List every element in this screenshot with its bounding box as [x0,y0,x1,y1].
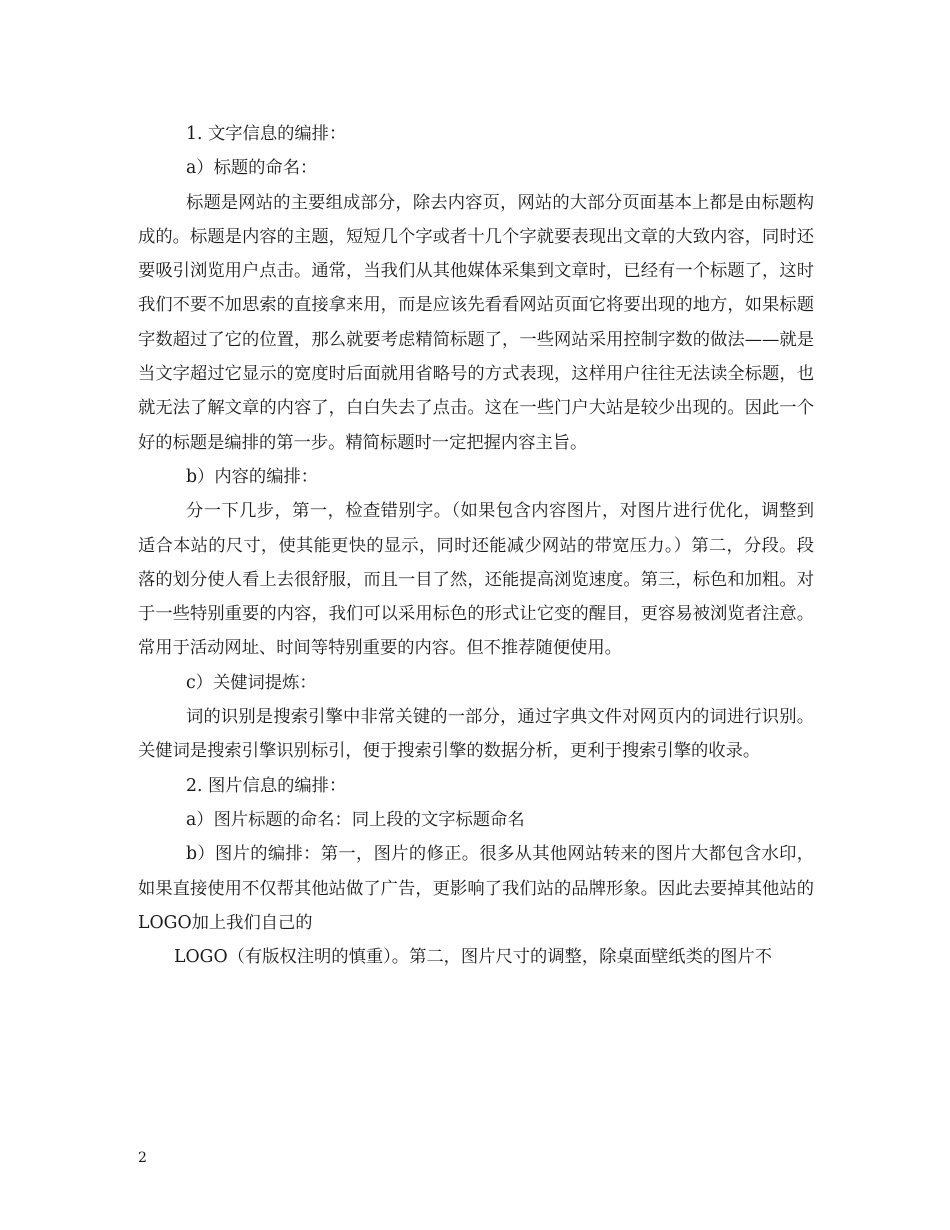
subheading-image-title: a）图片标题的命名：同上段的文字标题命名 [186,809,525,830]
paragraph-image-editing: b）图片的编排：第一，图片的修正。很多从其他网站转来的图片大都包含水印，如果直接使用不仅帮其他站做了广告，更影响了我们站的品牌形象。因此去要掉其他站的LOGO加上我们自己的 [138,844,814,933]
paragraph-title-naming: 标题是网站的主要组成部分，除去内容页，网站的大部分页面基本上都是由标题构成的。标题是内容的主题，短短几个字或者十几个字就要表现出文章的大致内容，同时还要吸引浏览用户点击。通常，当我们从其他媒体采集到文章时，已经有一个标题了，这时我们不要不加思索的直接拿来用，而是应该先看看网站页面它将要出现的地方，如果标题字数超过了它的位置，那么就要考虑精简标题了，一些网站采用控制字数的做法——就是当文字超过它显示的宽度时后面就用省略号的方式表现，这样用户往往无法读全标题，也就无法了解文章的内容了，白白失去了点击。这在一些门户大站是较少出现的。因此一个好的标题是编排的第一步。精简标题时一定把握内容主旨。 [138,192,814,453]
paragraph-keyword-extraction: 词的识别是搜索引擎中非常关键的一部分，通过字典文件对网页内的词进行识别。关健词是搜索引擎识别标引，便于搜索引擎的数据分析，更利于搜索引擎的收录。 [138,707,814,762]
paragraph-content-layout: 分一下几步，第一，检查错别字。（如果包含内容图片，对图片进行优化，调整到适合本站的尺寸，使其能更快的显示，同时还能减少网站的带宽压力。）第二，分段。段落的划分使人看上去很舒服，而且一目了然，还能提高浏览速度。第三，标色和加粗。对于一些特别重要的内容，我们可以采用标色的形式让它变的醒目，更容易被浏览者注意。常用于活动网址、时间等特别重要的内容。但不推荐随便使用。 [138,501,814,659]
subheading-content-layout: b）内容的编排： [186,466,319,487]
section-heading-image-layout: 2. 图片信息的编排： [186,775,347,796]
document-body [138,117,814,974]
subheading-title-naming: a）标题的命名： [186,158,318,179]
subheading-keyword-extraction: c）关健词提炼： [186,672,317,693]
page-number: 2 [138,1150,147,1166]
section-heading-text-layout: 1. 文字信息的编排： [186,124,347,144]
paragraph-image-size: LOGO（有版权注明的慎重）。第二，图片尺寸的调整，除桌面壁纸类的图片不 [174,947,772,968]
